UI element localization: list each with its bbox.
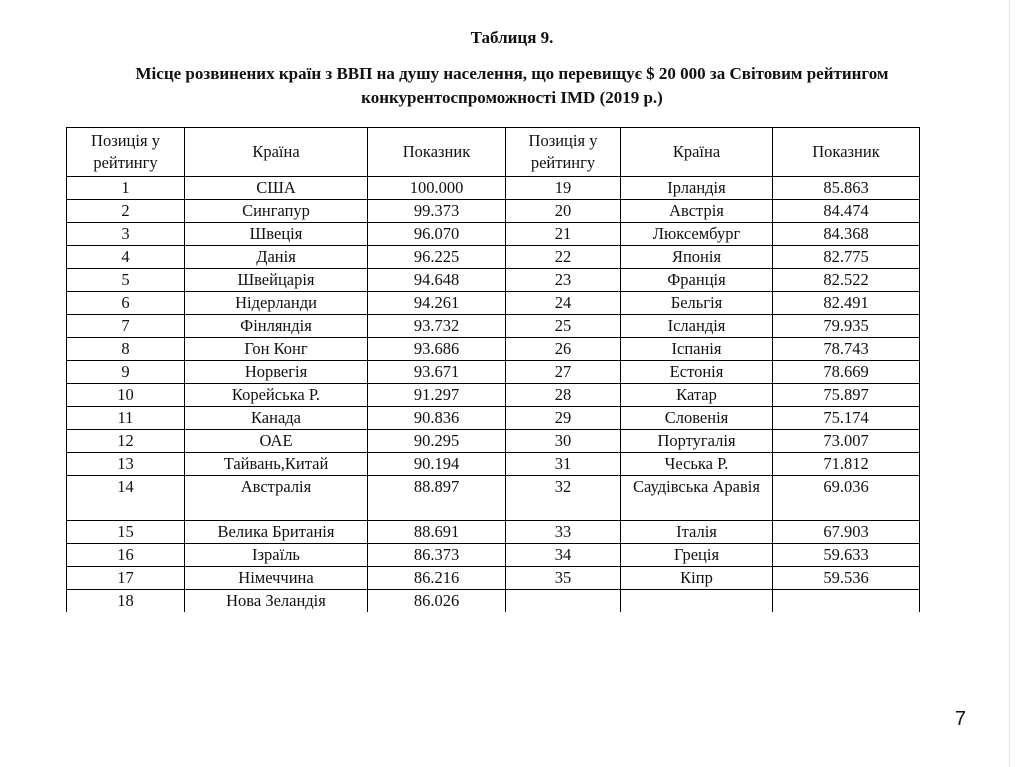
- country-cell: США: [185, 177, 368, 200]
- score-cell: 82.522: [773, 269, 920, 292]
- country-cell: Канада: [185, 407, 368, 430]
- position-cell: 21: [506, 223, 621, 246]
- position-cell: 5: [67, 269, 185, 292]
- country-cell: Тайвань,Китай: [185, 453, 368, 476]
- column-header-position: Позиція у рейтингу: [67, 128, 185, 177]
- country-cell: Японія: [621, 246, 773, 269]
- score-cell: 78.669: [773, 361, 920, 384]
- position-cell: 7: [67, 315, 185, 338]
- position-cell: 15: [67, 521, 185, 544]
- country-cell: Данія: [185, 246, 368, 269]
- country-cell: Гон Конг: [185, 338, 368, 361]
- country-cell: [621, 590, 773, 613]
- score-cell: 86.373: [368, 544, 506, 567]
- country-cell: Словенія: [621, 407, 773, 430]
- table-row: [67, 407, 920, 430]
- country-cell: Франція: [621, 269, 773, 292]
- position-cell: 34: [506, 544, 621, 567]
- position-cell: 18: [67, 590, 185, 613]
- column-header-position: Позиція у рейтингу: [506, 128, 621, 177]
- score-cell: 82.775: [773, 246, 920, 269]
- position-cell: 6: [67, 292, 185, 315]
- table-row: [67, 567, 920, 590]
- table-row: [67, 521, 920, 544]
- position-cell: 27: [506, 361, 621, 384]
- table-row: [67, 544, 920, 567]
- country-cell: Австралія: [185, 476, 368, 521]
- score-cell: 90.194: [368, 453, 506, 476]
- position-cell: 30: [506, 430, 621, 453]
- position-cell: 2: [67, 200, 185, 223]
- table-row: [67, 361, 920, 384]
- score-cell: 73.007: [773, 430, 920, 453]
- position-cell: 20: [506, 200, 621, 223]
- country-cell: Сингапур: [185, 200, 368, 223]
- score-cell: 94.648: [368, 269, 506, 292]
- position-cell: 26: [506, 338, 621, 361]
- score-cell: 84.474: [773, 200, 920, 223]
- score-cell: 86.026: [368, 590, 506, 613]
- table-header-row: [67, 128, 920, 177]
- position-cell: 24: [506, 292, 621, 315]
- score-cell: 84.368: [773, 223, 920, 246]
- country-cell: Естонія: [621, 361, 773, 384]
- table-caption: Таблиця 9.: [470, 28, 554, 47]
- table-row: [67, 200, 920, 223]
- position-cell: 31: [506, 453, 621, 476]
- score-cell: 100.000: [368, 177, 506, 200]
- country-cell: Фінляндія: [185, 315, 368, 338]
- column-header-score: Показник: [773, 128, 920, 177]
- position-cell: [506, 590, 621, 613]
- country-cell: Нідерланди: [185, 292, 368, 315]
- score-cell: 75.174: [773, 407, 920, 430]
- score-cell: 79.935: [773, 315, 920, 338]
- country-cell: Швеція: [185, 223, 368, 246]
- score-cell: 93.732: [368, 315, 506, 338]
- table-row: [67, 292, 920, 315]
- table-row: [67, 338, 920, 361]
- country-cell: Швейцарія: [185, 269, 368, 292]
- score-cell: 78.743: [773, 338, 920, 361]
- table-row: [67, 223, 920, 246]
- score-cell: 93.686: [368, 338, 506, 361]
- score-cell: 67.903: [773, 521, 920, 544]
- position-cell: 12: [67, 430, 185, 453]
- position-cell: 29: [506, 407, 621, 430]
- position-cell: 19: [506, 177, 621, 200]
- score-cell: [773, 590, 920, 613]
- table-row: [67, 590, 920, 613]
- table-row: [67, 476, 920, 521]
- table-body: [67, 177, 920, 613]
- country-cell: Катар: [621, 384, 773, 407]
- country-cell: Італія: [621, 521, 773, 544]
- country-cell: Португалія: [621, 430, 773, 453]
- country-cell: Ізраїль: [185, 544, 368, 567]
- score-cell: 96.225: [368, 246, 506, 269]
- score-cell: 96.070: [368, 223, 506, 246]
- country-cell: Іспанія: [621, 338, 773, 361]
- position-cell: 13: [67, 453, 185, 476]
- country-cell: Велика Британія: [185, 521, 368, 544]
- position-cell: 11: [67, 407, 185, 430]
- score-cell: 93.671: [368, 361, 506, 384]
- position-cell: 22: [506, 246, 621, 269]
- score-cell: 94.261: [368, 292, 506, 315]
- country-cell: Греція: [621, 544, 773, 567]
- table-title: Місце розвинених країн з ВВП на душу населення, що перевищує $ 20 000 за Світовим рейтингом конкурентоспроможності IMD (2019 р.): [135, 64, 889, 107]
- score-cell: 85.863: [773, 177, 920, 200]
- position-cell: 28: [506, 384, 621, 407]
- country-cell: Нова Зеландія: [185, 590, 368, 613]
- position-cell: 33: [506, 521, 621, 544]
- table-row: [67, 315, 920, 338]
- position-cell: 32: [506, 476, 621, 521]
- position-cell: 14: [67, 476, 185, 521]
- table-row: [67, 177, 920, 200]
- country-cell: ОАЕ: [185, 430, 368, 453]
- slide-border: [1009, 0, 1010, 767]
- country-cell: Люксембург: [621, 223, 773, 246]
- score-cell: 59.536: [773, 567, 920, 590]
- score-cell: 69.036: [773, 476, 920, 521]
- table-row: [67, 453, 920, 476]
- country-cell: Ісландія: [621, 315, 773, 338]
- score-cell: 86.216: [368, 567, 506, 590]
- country-cell: Бельгія: [621, 292, 773, 315]
- position-cell: 1: [67, 177, 185, 200]
- table-row: [67, 384, 920, 407]
- country-cell: Норвегія: [185, 361, 368, 384]
- position-cell: 3: [67, 223, 185, 246]
- score-cell: 90.836: [368, 407, 506, 430]
- position-cell: 9: [67, 361, 185, 384]
- score-cell: 90.295: [368, 430, 506, 453]
- table-row: [67, 246, 920, 269]
- score-cell: 91.297: [368, 384, 506, 407]
- country-cell: Корейська Р.: [185, 384, 368, 407]
- position-cell: 4: [67, 246, 185, 269]
- score-cell: 75.897: [773, 384, 920, 407]
- score-cell: 71.812: [773, 453, 920, 476]
- score-cell: 88.691: [368, 521, 506, 544]
- ranking-table: [66, 127, 920, 612]
- table-row: [67, 269, 920, 292]
- page-number: 7: [954, 708, 966, 730]
- score-cell: 99.373: [368, 200, 506, 223]
- position-cell: 10: [67, 384, 185, 407]
- country-cell: Чеська Р.: [621, 453, 773, 476]
- country-cell: Австрія: [621, 200, 773, 223]
- score-cell: 88.897: [368, 476, 506, 521]
- column-header-country: Країна: [621, 128, 773, 177]
- position-cell: 16: [67, 544, 185, 567]
- country-cell: Кіпр: [621, 567, 773, 590]
- country-cell: Саудівська Аравія: [621, 476, 773, 521]
- country-cell: Німеччина: [185, 567, 368, 590]
- column-header-country: Країна: [185, 128, 368, 177]
- position-cell: 35: [506, 567, 621, 590]
- score-cell: 59.633: [773, 544, 920, 567]
- position-cell: 25: [506, 315, 621, 338]
- column-header-score: Показник: [368, 128, 506, 177]
- country-cell: Ірландія: [621, 177, 773, 200]
- position-cell: 17: [67, 567, 185, 590]
- position-cell: 23: [506, 269, 621, 292]
- position-cell: 8: [67, 338, 185, 361]
- score-cell: 82.491: [773, 292, 920, 315]
- table-row: [67, 430, 920, 453]
